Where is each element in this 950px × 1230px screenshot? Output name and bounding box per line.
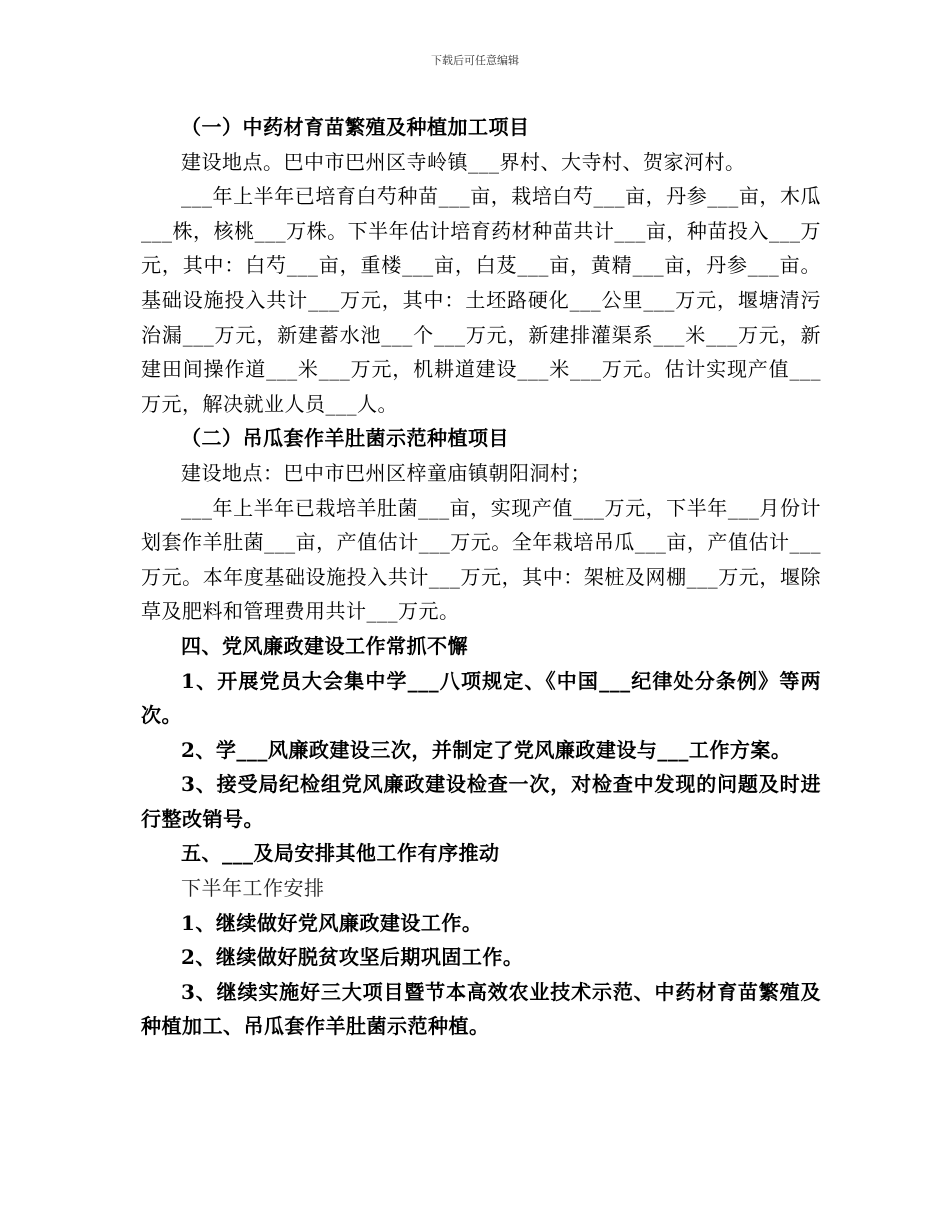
section-heading-herb-project: （一）中药材育苗繁殖及种植加工项目 — [181, 115, 530, 139]
page-header: 下载后可任意编辑 — [431, 54, 519, 67]
list-item-party-2: 2、学___风廉政建设三次，并制定了党风廉政建设与___工作方案。 — [181, 737, 792, 762]
list-item-party-1: 1、开展党员大会集中学___八项规定、《中国___纪律处分条例》等两次。 — [141, 668, 821, 728]
document-body — [141, 110, 821, 1044]
list-item-party-3: 3、接受局纪检组党风廉政建设检查一次，对检查中发现的问题及时进行整改销号。 — [141, 772, 821, 831]
subheading-next-half-plan: 下半年工作安排 — [181, 876, 325, 901]
paragraph-melon-location: 建设地点：巴中市巴州区梓童庙镇朝阳洞村； — [181, 460, 591, 485]
paragraph-herb-location: 建设地点。巴中市巴州区寺岭镇___界村、大寺村、贺家河村。 — [181, 149, 746, 174]
list-item-plan-3: 3、继续实施好三大项目暨节本高效农业技术示范、中药材育苗繁殖及种植加工、吊瓜套作羊肚菌示范种植。 — [141, 979, 821, 1039]
section-heading-melon-project: （二）吊瓜套作羊肚菌示范种植项目 — [181, 426, 509, 451]
paragraph-herb-details: ___年上半年已培育白芍种苗___亩，栽培白芍___亩，丹参___亩，木瓜___株，核桃___万株。下半年估计培育药材种苗共计___亩，种苗投入___万元，其中：白芍___亩，重楼___亩，白芨___亩，黄精___亩，丹参___亩。基础设施投入共计___万元，其中：土坯路硬化___公里___万元，堰塘清污治漏___万元，新建蓄水池___个___万元，新建排灌渠系___米___万元，新建田间操作道___米___万元，机耕道建设___米___万元。估计实现产值___万元，解决就业人员___人。 — [141, 184, 821, 416]
paragraph-melon-details: ___年上半年已栽培羊肚菌___亩，实现产值___万元，下半年___月份计划套作羊肚菌___亩，产值估计___万元。全年栽培吊瓜___亩，产值估计___万元。本年度基础设施投入共计___万元，其中：架桩及网棚___万元，堰除草及肥料和管理费用共计___万元。 — [141, 495, 821, 624]
section-heading-other-work: 五、___及局安排其他工作有序推动 — [181, 841, 500, 866]
list-item-plan-1: 1、继续做好党风廉政建设工作。 — [181, 910, 483, 935]
section-heading-party-building: 四、党风廉政建设工作常抓不懈 — [181, 633, 468, 658]
list-item-plan-2: 2、继续做好脱贫攻坚后期巩固工作。 — [181, 945, 524, 970]
